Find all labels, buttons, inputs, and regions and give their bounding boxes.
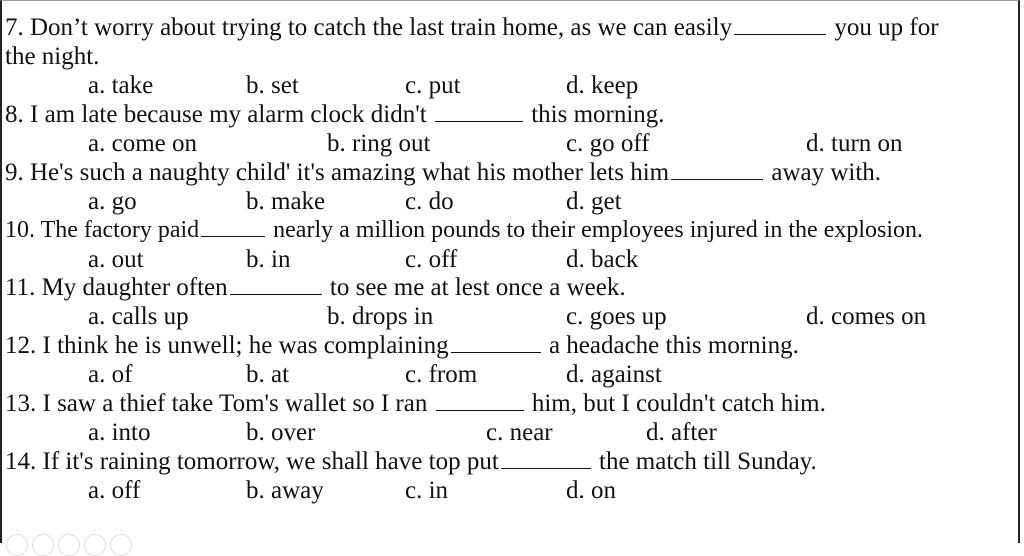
question-11-stem: 11. My daughter often to see me at lest once a week.	[5, 274, 626, 301]
question-8-stem: 8. I am late because my alarm clock didn't this morning.	[5, 101, 665, 128]
watermark-icons	[6, 534, 132, 556]
option-a: a. calls up	[88, 303, 189, 330]
option-d: d. after	[646, 419, 717, 446]
question-7-stem-continued: the night.	[5, 43, 100, 70]
option-c: c. put	[405, 72, 461, 99]
option-c: c. in	[405, 477, 449, 504]
option-c: c. goes up	[566, 303, 667, 330]
option-b: b. over	[246, 419, 316, 446]
option-b: b. ring out	[327, 130, 431, 157]
answer-blank	[501, 448, 591, 469]
option-c: c. do	[405, 188, 454, 215]
option-a: a. take	[88, 72, 154, 99]
answer-blank	[230, 274, 322, 295]
option-c: c. from	[405, 361, 478, 388]
option-d: d. against	[566, 361, 662, 388]
question-10-stem: 10. The factory paid nearly a million pounds to their employees injured in the explosion.	[5, 217, 924, 243]
option-c: c. go off	[566, 130, 650, 157]
answer-blank	[436, 390, 524, 411]
option-c: c. off	[405, 246, 458, 273]
option-d: d. turn on	[806, 130, 903, 157]
option-d: d. comes on	[806, 303, 927, 330]
watermark-circle-icon	[58, 534, 80, 556]
option-a: a. go	[88, 188, 137, 215]
option-a: a. off	[88, 477, 141, 504]
question-9-stem: 9. He's such a naughty child' it's amazing what his mother lets him away with.	[5, 159, 882, 186]
option-b: b. make	[246, 188, 326, 215]
answer-blank	[671, 159, 763, 180]
answer-blank	[435, 101, 523, 122]
question-7-stem: 7. Don’t worry about trying to catch the last train home, as we can easily you up for	[5, 14, 939, 41]
answer-blank	[734, 14, 826, 35]
watermark-circle-icon	[110, 534, 132, 556]
option-c: c. near	[486, 419, 553, 446]
option-d: d. on	[566, 477, 616, 504]
option-b: b. set	[246, 72, 299, 99]
option-b: b. in	[246, 246, 291, 273]
option-a: a. out	[88, 246, 144, 273]
option-b: b. drops in	[327, 303, 434, 330]
option-d: d. back	[566, 246, 639, 273]
question-12-stem: 12. I think he is unwell; he was complaining a headache this morning.	[5, 332, 799, 359]
option-d: d. keep	[566, 72, 639, 99]
option-a: a. into	[88, 419, 151, 446]
answer-blank	[201, 216, 265, 237]
question-14-stem: 14. If it's raining tomorrow, we shall have top put the match till Sunday.	[5, 448, 817, 475]
watermark-circle-icon	[6, 534, 28, 556]
watermark-circle-icon	[32, 534, 54, 556]
option-b: b. away	[246, 477, 324, 504]
option-a: a. of	[88, 361, 133, 388]
option-a: a. come on	[88, 130, 197, 157]
option-d: d. get	[566, 188, 622, 215]
question-13-stem: 13. I saw a thief take Tom's wallet so I ran him, but I couldn't catch him.	[5, 390, 826, 417]
watermark-circle-icon	[84, 534, 106, 556]
answer-blank	[451, 332, 541, 353]
option-b: b. at	[246, 361, 290, 388]
